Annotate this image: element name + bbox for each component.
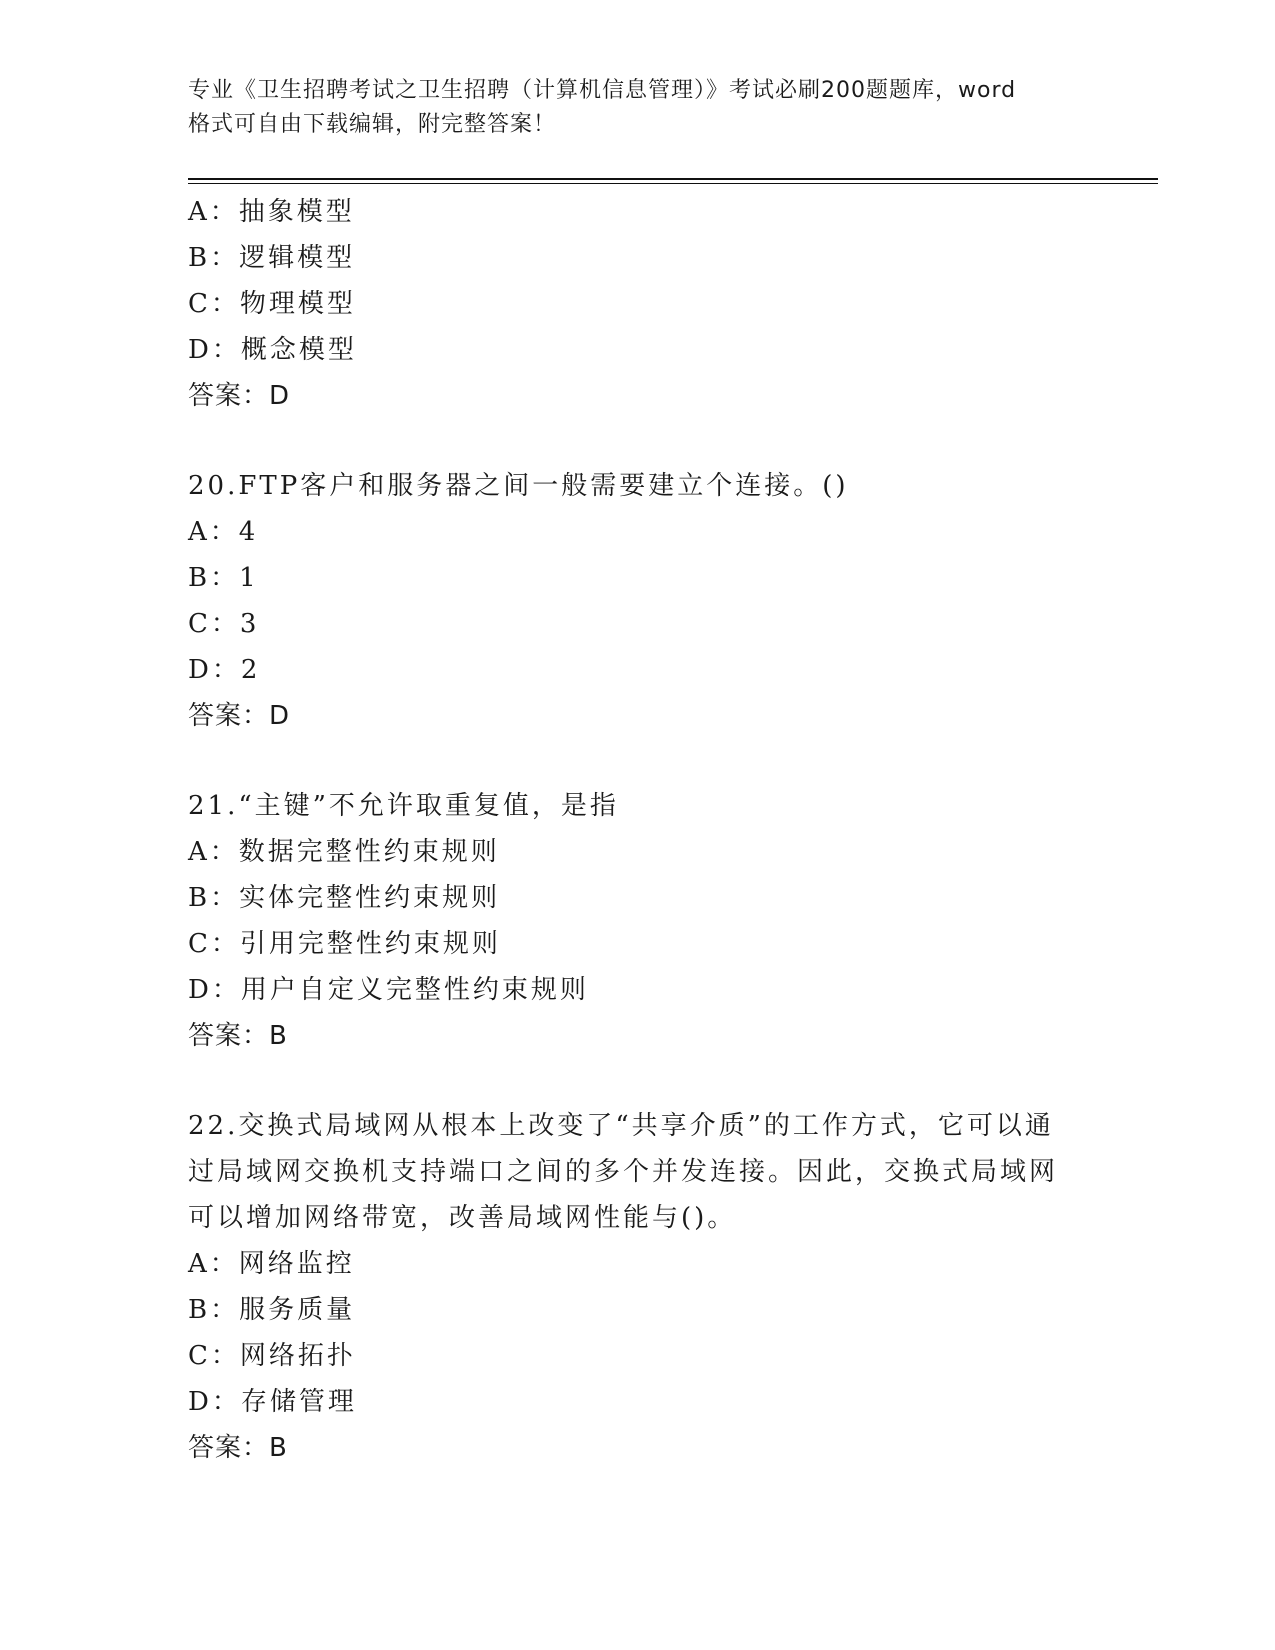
option-d: D：2 bbox=[188, 655, 261, 685]
option-d: D：存储管理 bbox=[188, 1387, 357, 1417]
answer-line: 答案：D bbox=[188, 381, 291, 411]
question-block bbox=[188, 463, 1088, 739]
question-block bbox=[188, 1103, 1088, 1471]
question-text: 20.FTP客户和服务器之间一般需要建立个连接。() bbox=[188, 471, 849, 501]
option-c: C：网络拓扑 bbox=[188, 1341, 356, 1371]
answer-line: 答案：D bbox=[188, 701, 291, 731]
question-block bbox=[188, 189, 1088, 419]
option-c: C：物理模型 bbox=[188, 289, 356, 319]
option-d: D：用户自定义完整性约束规则 bbox=[188, 975, 589, 1005]
header-divider bbox=[188, 178, 1158, 180]
header-line-2: 格式可自由下载编辑，附完整答案！ bbox=[188, 112, 557, 137]
question-text: 22.交换式局域网从根本上改变了“共享介质”的工作方式，它可以通过局域网交换机支持端口之间的多个并发连接。因此，交换式局域网可以增加网络带宽，改善局域网性能与()。 bbox=[188, 1111, 1059, 1233]
option-b: B：1 bbox=[188, 563, 259, 593]
document-header bbox=[188, 74, 1088, 142]
option-b: B：服务质量 bbox=[188, 1295, 356, 1325]
header-divider-thin bbox=[188, 183, 1158, 184]
option-a: A：网络监控 bbox=[188, 1249, 355, 1279]
option-a: A：抽象模型 bbox=[188, 197, 355, 227]
answer-line: 答案：B bbox=[188, 1021, 288, 1051]
answer-line: 答案：B bbox=[188, 1433, 288, 1463]
option-d: D：概念模型 bbox=[188, 335, 357, 365]
option-b: B：逻辑模型 bbox=[188, 243, 356, 273]
option-a: A：4 bbox=[188, 517, 259, 547]
option-c: C：引用完整性约束规则 bbox=[188, 929, 501, 959]
option-b: B：实体完整性约束规则 bbox=[188, 883, 501, 913]
question-text: 21.“主键”不允许取重复值，是指 bbox=[188, 791, 619, 821]
option-a: A：数据完整性约束规则 bbox=[188, 837, 500, 867]
question-block bbox=[188, 783, 1088, 1059]
header-line-1: 专业《卫生招聘考试之卫生招聘（计算机信息管理）》考试必刷200题题库，word bbox=[188, 78, 1017, 103]
option-c: C：3 bbox=[188, 609, 260, 639]
question-list bbox=[188, 189, 1088, 1471]
